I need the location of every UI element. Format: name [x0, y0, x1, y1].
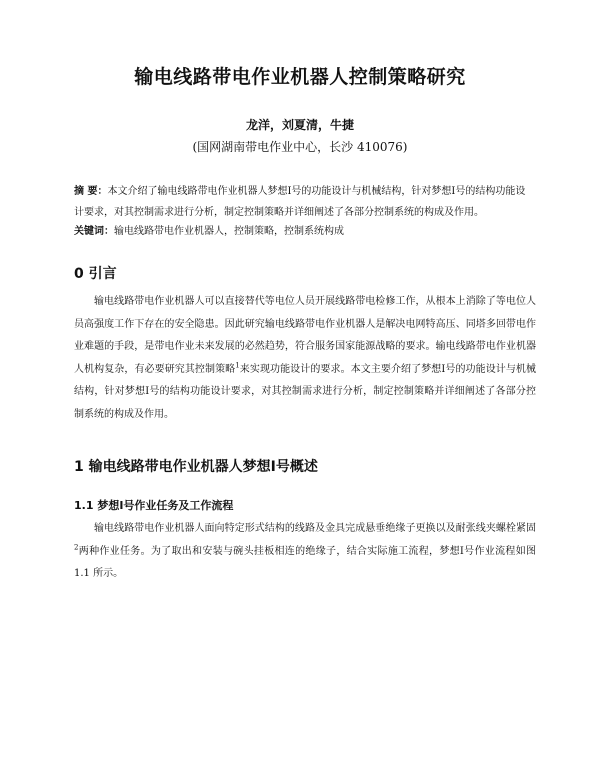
intro-text-before-ref: 输电线路带电作业机器人可以直接替代等电位人员开展线路带电检修工作，从根本上消除了等电位人员高强度工作下存在的安全隐患。因此研究输电线路带电作业机器人是解决电网特高压、同塔多回带电作业难题的手段，是带电作业未来发展的必然趋势，符合服务国家能源战略的要求。输电线路带电作业机器人机构复杂，有必要研究其控制策略	[74, 296, 536, 375]
tasks-paragraph	[74, 518, 536, 586]
section-heading-overview: 1 输电线路带电作业机器人梦想Ⅰ号概述	[74, 459, 318, 475]
author-list: 龙洋，刘夏清，牛捷	[245, 118, 354, 132]
section-heading-introduction: 0 引言	[74, 266, 117, 282]
abstract-label: 摘 要：	[74, 186, 108, 197]
keywords-text: 输电线路带电作业机器人，控制策略，控制系统构成	[114, 226, 344, 237]
author-affiliation: (国网湖南带电作业中心，长沙 410076)	[192, 140, 408, 154]
tasks-text-before-ref: 输电线路带电作业机器人面向特定形式结构的线路及金具完成悬垂绝缘子更换以及耐张线夹螺栓紧固	[94, 523, 536, 534]
abstract	[74, 181, 534, 223]
tasks-text-after-ref: 两种作业任务。为了取出和安装与碗头挂板相连的绝缘子，结合实际施工流程，梦想Ⅰ号作业流程如图 1.1 所示。	[74, 545, 536, 580]
citation-ref-1: 1	[235, 361, 240, 370]
keywords	[74, 224, 534, 240]
intro-text-after-ref: 来实现功能设计的要求。本文主要介绍了梦想Ⅰ号的功能设计与机械结构，针对梦想Ⅰ号的结构功能设计要求，对其控制需求进行分析，制定控制策略并详细阐述了各部分控制系统的构成及作用。	[74, 363, 537, 420]
citation-ref-2: 2	[74, 543, 79, 552]
paper-title: 输电线路带电作业机器人控制策略研究	[134, 66, 466, 88]
abstract-text: 本文介绍了输电线路带电作业机器人梦想Ⅰ号的功能设计与机械结构，针对梦想Ⅰ号的结构功能设计要求，对其控制需求进行分析，制定控制策略并详细阐述了各部分控制系统的构成及作用。	[74, 186, 526, 218]
keywords-label: 关键词：	[74, 226, 114, 237]
introduction-paragraph	[74, 291, 536, 427]
subsection-heading-tasks: 1.1 梦想Ⅰ号作业任务及工作流程	[74, 499, 234, 512]
